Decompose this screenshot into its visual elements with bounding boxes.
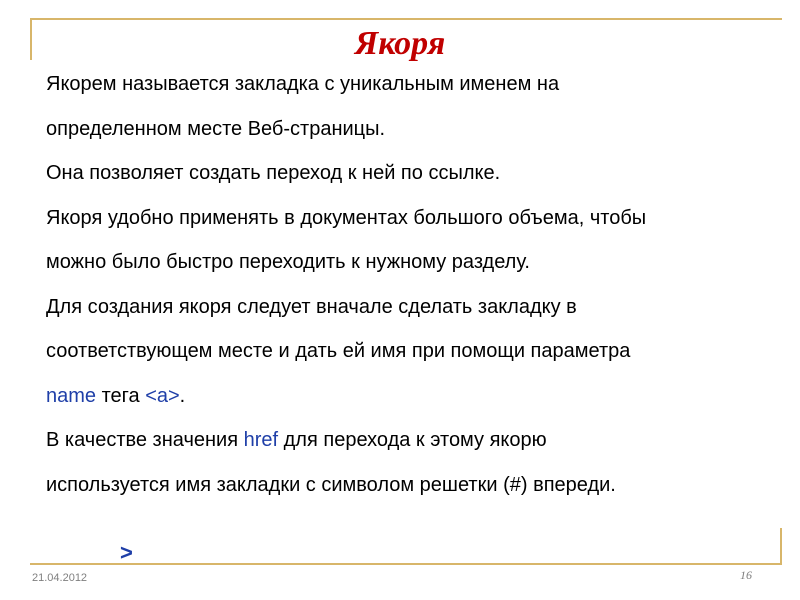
body-line: Она позволяет создать переход к ней по ссылке. xyxy=(46,162,501,184)
keyword-href: href xyxy=(243,429,279,451)
frame-top-line xyxy=(30,18,782,20)
body-line: Якорем называется закладка с уникальным именем на xyxy=(46,73,560,95)
body-line: Якоря удобно применять в документах большого объема, чтобы xyxy=(46,206,647,229)
keyword-a-tag: <a> xyxy=(145,384,180,407)
next-slide-link[interactable]: > xyxy=(120,540,133,565)
slide-date: 21.04.2012 xyxy=(32,572,88,584)
body-text-segment: В качестве значения xyxy=(46,429,244,451)
body-line xyxy=(46,374,786,419)
keyword-name: name xyxy=(46,384,97,407)
body-line: Для создания якоря следует вначале сделать закладку в xyxy=(46,295,577,318)
body-line: можно было быстро переходить к нужному разделу. xyxy=(46,251,530,273)
frame-right-line xyxy=(780,528,782,565)
body-line xyxy=(46,418,786,463)
page-number: 16 xyxy=(740,568,752,582)
body-text-segment: . xyxy=(179,384,186,407)
frame-bottom-line xyxy=(30,563,782,565)
slide-title: Якоря xyxy=(354,25,446,62)
body-line: определенном месте Веб-страницы. xyxy=(46,117,386,140)
slide-body xyxy=(46,62,786,507)
body-line: используется имя закладки с символом решетки (#) впереди. xyxy=(46,473,616,496)
body-text-segment: для перехода к этому якорю xyxy=(278,429,547,451)
body-line: соответствующем месте и дать ей имя при помощи параметра xyxy=(46,340,631,362)
body-text-segment: тега xyxy=(96,384,146,407)
